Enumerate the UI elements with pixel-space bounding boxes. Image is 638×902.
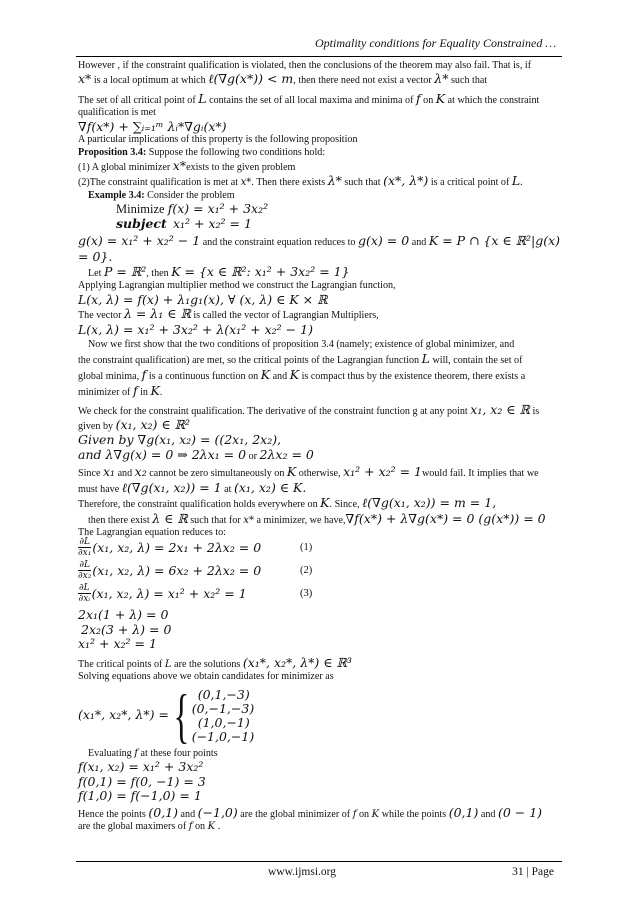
- partial-fraction: $\frac{\partial L}{\text{∂x₂}}$: [78, 560, 92, 582]
- page-body: [78, 60, 562, 833]
- footer-rule: [76, 861, 562, 862]
- proposition: Proposition 3.4: Suppose the following two conditions hold:: [78, 146, 326, 158]
- equation: 2x₁(1 + λ) = 0: [78, 607, 169, 623]
- paragraph: Therefore, the constraint qualification holds everywhere on K. Since, ℓ(∇g(x₁, x₂)) = m = 1,: [78, 495, 497, 511]
- objective: Minimize f(x) = x₁² + 3x₂²: [116, 201, 269, 217]
- paragraph: Solving equations above we obtain candidates for minimizer as: [78, 671, 334, 683]
- paragraph: The vector λ = λ₁ ∈ ℝ is called the vector of Lagrangian Multipliers,: [78, 306, 379, 322]
- equation: Given by ∇g(x₁, x₂) = ((2x₁, 2x₂),: [78, 432, 282, 448]
- paragraph: Now we first show that the two conditions of proposition 3.4 (namely; existence of global minimizer, and: [88, 339, 515, 351]
- paragraph: Let P = ℝ², then K = {x ∈ ℝ²: x₁² + 3x₂² = 1}: [88, 263, 350, 279]
- paragraph: the constraint qualification) are met, so the critical points of the Lagrangian function L will, contain the set of: [78, 350, 523, 366]
- paragraph: g(x) = x₁² + x₂² − 1 and the constraint equation reduces to g(x) = 0 and K = P ∩ {x ∈ ℝ²|g(x) = 0}.: [78, 233, 561, 264]
- equation: x₁² + x₂² = 1: [78, 636, 157, 652]
- candidate-cases: (x₁*, x₂*, λ*) = { (0,1,−3) (0,−1,−3) (1,0,−1) (−1,0,−1): [78, 682, 255, 749]
- condition-1: (1) A global minimizer x*exists to the given problem: [78, 157, 296, 173]
- candidate: (0,1,−3): [197, 686, 250, 702]
- candidate: (1,0,−1): [197, 714, 250, 730]
- equation: f(1,0) = f(−1,0) = 1: [78, 788, 202, 804]
- equation: L(x, λ) = f(x) + λ₁g₁(x), ∀ (x, λ) ∈ K × ℝ: [78, 291, 328, 307]
- paragraph: then there exist λ ∈ ℝ such that for x* a minimizer, we have,∇f(x*) + λ∇g(x*) = 0 (g(x*)) = 0: [88, 510, 546, 526]
- paragraph: must have ℓ(∇g(x₁, x₂)) = 1 at (x₁, x₂) ∈ K.: [78, 479, 307, 495]
- paragraph: minimizer of f in K.: [78, 382, 163, 398]
- paragraph: The set of all critical point of L contains the set of all local maxima and minima of f on K at which the constraint qualification is met: [78, 90, 540, 119]
- running-header: Optimality conditions for Equality Constrained …: [315, 36, 556, 50]
- candidate-list: [192, 688, 255, 744]
- paragraph: given by (x₁, x₂) ∈ ℝ²: [78, 417, 190, 432]
- equation: 2x₂(3 + λ) = 0: [81, 621, 172, 637]
- paragraph: The critical points of L are the solutions (x₁*, x₂*, λ*) ∈ ℝ³: [78, 654, 352, 670]
- paragraph: x* is a local optimum at which ℓ(∇g(x*)) < m, then there need not exist a vector λ* such that: [78, 71, 488, 87]
- partial-fraction: $\frac{\partial L}{\text{∂xᵢ}}$: [78, 583, 91, 605]
- condition-2: (2)The constraint qualification is met at x*. Then there exists λ* such that (x*, λ*) is a critical point of L.: [78, 173, 523, 189]
- paragraph: Hence the points (0,1) and (−1,0) are the global minimizer of f on K while the points (0,1) and (0 − 1): [78, 804, 543, 820]
- equation: ∇f(x*) + ∑ᵢ₌₁ᵐ λᵢ*∇gᵢ(x*): [78, 118, 227, 134]
- paragraph: Evaluating f at these four points: [88, 747, 218, 759]
- equation: f(0,1) = f(0, −1) = 3: [78, 773, 206, 789]
- journal-website: www.ijmsi.org: [268, 866, 337, 878]
- equation-3: $\frac{\partial L}{\text{∂xᵢ}}$ (x₁, x₂, λ) = x₁² + x₂² = 1 (3): [78, 583, 313, 605]
- candidate: (0,−1,−3): [191, 700, 255, 716]
- left-brace: {: [173, 682, 190, 749]
- equation: f(x₁, x₂) = x₁² + 3x₂²: [78, 759, 204, 775]
- paragraph: global minima, f is a continuous function on K and K is compact thus by the existence theorem, there exists a: [78, 366, 526, 382]
- equation: and λ∇g(x) = 0 ⇒ 2λx₁ = 0 or 2λx₂ = 0: [78, 446, 314, 462]
- header-rule: [76, 56, 562, 57]
- equation-1: $\frac{\partial L}{\text{∂x₁}}$ (x₁, x₂, λ) = 2x₁ + 2λx₂ = 0 (1): [78, 537, 313, 559]
- paragraph: The Lagrangian equation reduces to:: [78, 526, 226, 538]
- paragraph: Since x₁ and x₂ cannot be zero simultaneously on K otherwise, x₁² + x₂² = 1would fail. It implies that we: [78, 464, 539, 480]
- paragraph: We check for the constraint qualification. The derivative of the constraint function g at any point x₁, x₂ ∈ ℝ is: [78, 401, 540, 417]
- constraint: subject x₁² + x₂² = 1: [116, 215, 252, 231]
- page-number: 31 | Page: [512, 866, 554, 878]
- paragraph: are the global maximers of f on K .: [78, 820, 221, 832]
- paragraph: However , if the constraint qualification is violated, then the conclusions of the theorem may also fail. That is, if: [78, 60, 532, 71]
- paragraph: Applying Lagrangian multiplier method we construct the Lagrangian function,: [78, 280, 396, 292]
- paragraph: A particular implications of this property is the following proposition: [78, 134, 358, 146]
- partial-fraction: $\frac{\partial L}{\text{∂x₁}}$: [78, 537, 92, 559]
- example: Example 3.4: Consider the problem: [88, 189, 235, 201]
- equation-2: $\frac{\partial L}{\text{∂x₂}}$ (x₁, x₂, λ) = 6x₂ + 2λx₂ = 0 (2): [78, 560, 313, 582]
- equation: L(x, λ) = x₁² + 3x₂² + λ(x₁² + x₂² − 1): [78, 321, 313, 337]
- candidate: (−1,0,−1): [191, 728, 255, 744]
